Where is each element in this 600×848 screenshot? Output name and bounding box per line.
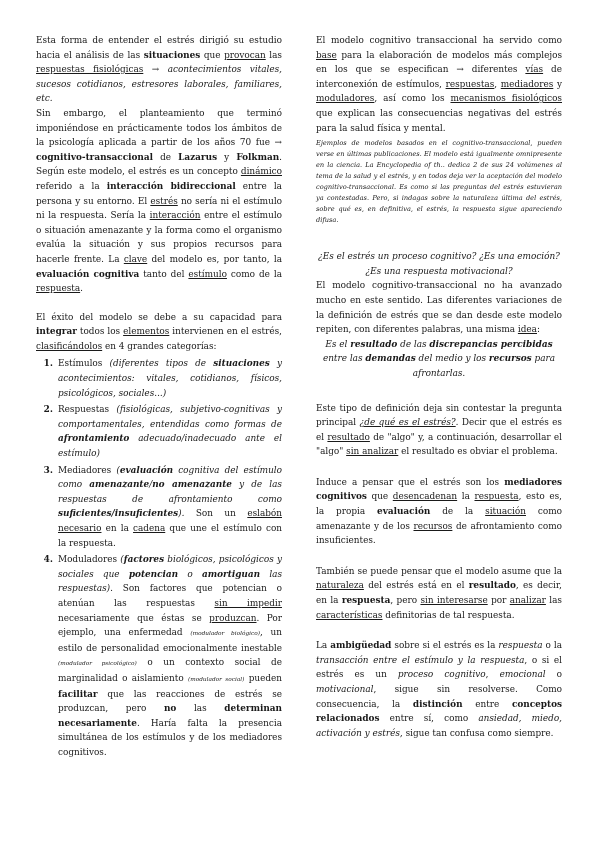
paragraph-mediadores: Induce a pensar que el estrés son los mediadores cognitivos que desencadenan la respuesta, esto es, la propia evaluación de la situación como amenazante y de los recursos de afrontamiento como insuficientes. — [316, 477, 562, 547]
paragraph-naturaleza: También se puede pensar que el modelo asume que la naturaleza del estrés está en el resultado, es decir, en la respuesta, pero sin interesarse por analizar las características definitorias de tal respuesta. — [316, 566, 562, 621]
right-column — [316, 34, 562, 741]
left-column — [36, 34, 282, 763]
definition-quote: Es el resultado de las discrepancias percibidas entre las demandas del medio y los recursos para afrontarlas. — [322, 339, 556, 379]
list-item: 1. Estímulos (diferentes tipos de situaciones y acontecimientos: vitales, cotidianos, físicos, psicológicos, sociales...) — [56, 357, 282, 401]
paragraph-situaciones: Esta forma de entender el estrés dirigió su estudio hacia el análisis de las situaciones que provocan las respuestas fisiológicas → acontecimientos vitales, sucesos cotidianos, estresores laborales, familiares, etc. — [36, 36, 282, 105]
section-heading: ¿Es el estrés un proceso cognitivo? ¿Es una emoción? ¿Es una respuesta motivacional? — [318, 252, 560, 277]
paragraph-exito-modelo: El éxito del modelo se debe a su capacidad para integrar todos los elementos intervienen en el estrés, clasificándolos en 4 grandes categorías: — [36, 312, 282, 352]
paragraph-definicion: El modelo cognitivo-transaccional no ha avanzado mucho en este sentido. Las diferentes variaciones de la definición de estrés que se dan desde este modelo repiten, con diferentes palabras, una misma idea: — [316, 281, 562, 336]
categories-list — [36, 357, 282, 760]
bold-term: situaciones — [143, 50, 201, 61]
italic-examples: acontecimientos vitales, sucesos cotidianos, estresores laborales, familiares, etc. — [36, 65, 282, 105]
underlined-term: provocan — [224, 50, 266, 61]
paragraph-base-modelos: El modelo cognitivo transaccional ha servido como base para la elaboración de modelos más complejos en los que se especifican → diferentes vías de interconexión de estímulos, respuestas, mediadores y moduladores, así como los mecanismos fisiológicos que explican las consecuencias negativas del estrés para la salud física y mental. — [316, 36, 562, 134]
paragraph-modelo-transaccional: Sin embargo, el planteamiento que terminó imponiéndose en prácticamente todos los ámbitos de la psicología aplicada a partir de los años 70 fue → cognitivo-transaccional de Lazarus y Folkman. Según este modelo, el estrés es un concepto dinámico referido a la interacción bidireccional entre la persona y su entorno. El estrés no sería ni el estímulo ni la respuesta. Sería la interacción entre el estímulo o situación amenazante y la forma como el organismo evalúa la situación y sus propios recursos para hacerle frente. La clave del modelo es, por tanto, la evaluación cognitiva tanto del estímulo como de la respuesta. — [36, 108, 282, 295]
list-item: 4. Moduladores (factores biológicos, psicológicos y sociales que potencian o amortiguan las respuestas). Son factores que potencian o atenúan las respuestas sin impedir necesariamente que éstas se produzcan. Por ejemplo, una enfermedad (modulador biológico), un estilo de personalidad emocionalmente inestable (modulador psicológico) o un contexto social de marginalidad o aislamiento (modulador social) pueden facilitar que las reacciones de estrés se produzcan, pero no las determinan necesariamente. Haría falta la presencia simultánea de los estímulos y de los mediadores cognitivos. — [56, 553, 282, 760]
paragraph-pregunta-principal: Este tipo de definición deja sin contestar la pregunta principal ¿de qué es el estrés?. Decir que el estrés es el resultado de "algo" y, a continuación, desarrollar el "algo" sin analizar el resultado es obviar el problema. — [316, 403, 562, 458]
underlined-term: respuestas fisiológicas — [36, 65, 144, 76]
list-item: 2. Respuestas (fisiológicas, subjetivo-cognitivas y comportamentales, entendidas como formas de afrontamiento adecuado/inadecuado ante el estímulo) — [56, 403, 282, 461]
note-paragraph: Ejemplos de modelos basados en el cognitivo-transaccional, pueden verse en últimas publicaciones. El modelo está igualmente omnipresente en la ciencia. La Encyclopedia of th.. dedica 2 de sus 24 volúmenes al tema de la salud y el estrés, y en todos deja ver la aceptación del modelo cognitivo-transaccional. Es como si las preguntas del estrés estuvieran ya contestadas. Pero, si indagas sobre la naturaleza última del estrés, sobre qué es, en definitiva, el estrés, la respuesta sigue apareciendo difusa. — [316, 139, 562, 225]
list-item: 3. Mediadores (evaluación cognitiva del estímulo como amenazante/no amenazante y de las respuestas de afrontamiento como suficientes/insuficientes). Son un eslabón necesario en la cadena que une el estímulo con la respuesta. — [56, 464, 282, 552]
paragraph-ambiguedad: La ambigüedad sobre si el estrés es la respuesta o la transacción entre el estímulo y la respuesta, o si el estrés es un proceso cognitivo, emocional o motivacional, sigue sin resolverse. Como consecuencia, la distinción entre conceptos relacionados entre sí, como ansiedad, miedo, activación y estrés, sigue tan confusa como siempre. — [316, 641, 563, 739]
